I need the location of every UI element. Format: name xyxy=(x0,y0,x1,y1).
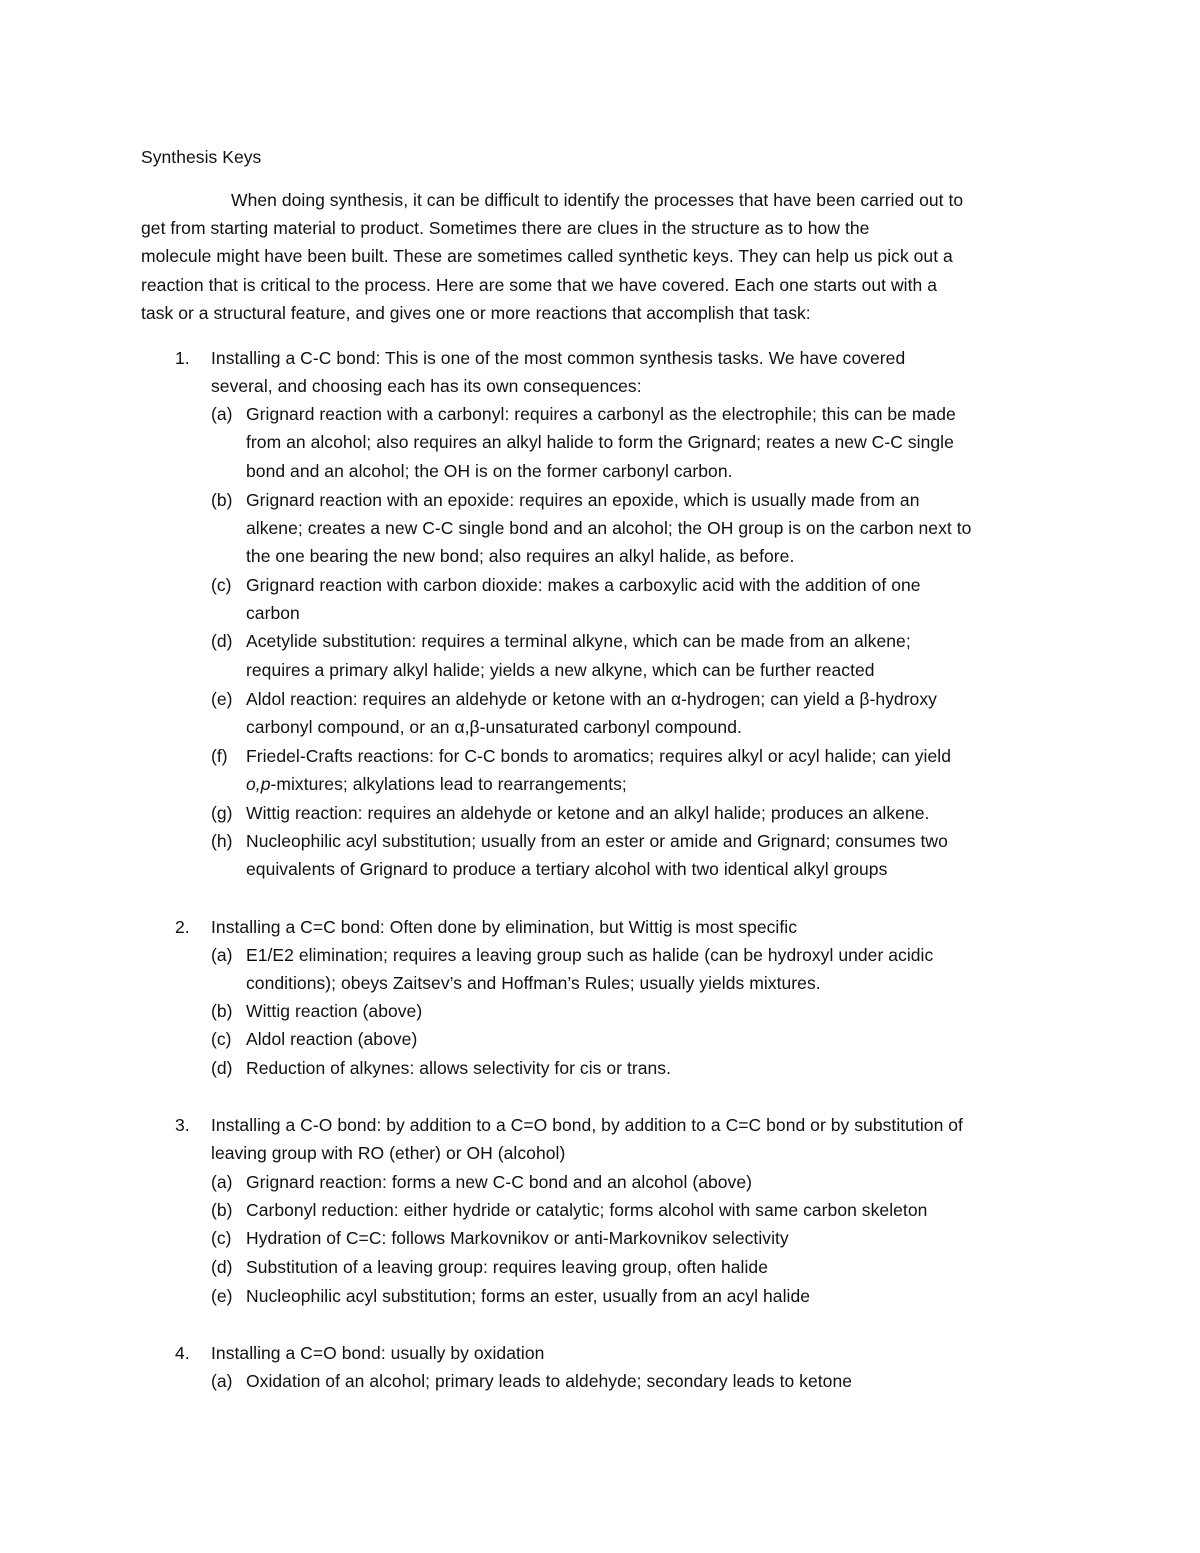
section-heading: Installing a C-O bond: by addition to a C=O bond, by addition to a C=C bond or by substitution of xyxy=(211,1115,963,1135)
item-text: Acetylide substitution: requires a terminal alkyne, which can be made from an alkene; xyxy=(246,631,911,651)
item-label: (d) xyxy=(211,1257,233,1277)
section-heading: Installing a C=C bond: Often done by elimination, but Wittig is most specific xyxy=(211,917,798,937)
intro-line: get from starting material to product. Sometimes there are clues in the structure as to how the xyxy=(141,218,870,238)
item-text: bond and an alcohol; the OH is on the former carbonyl carbon. xyxy=(246,461,733,481)
item-text: the one bearing the new bond; also requires an alkyl halide, as before. xyxy=(246,546,795,566)
section-number: 2. xyxy=(175,917,190,937)
intro-line: task or a structural feature, and gives one or more reactions that accomplish that task: xyxy=(141,303,811,323)
item-label: (b) xyxy=(211,1001,233,1021)
item-text: requires a primary alkyl halide; yields a new alkyne, which can be further reacted xyxy=(246,660,875,680)
item-text: Friedel-Crafts reactions: for C-C bonds to aromatics; requires alkyl or acyl halide; can yield xyxy=(246,746,951,766)
item-label: (b) xyxy=(211,1200,233,1220)
section-number: 3. xyxy=(175,1115,190,1135)
item-text: Nucleophilic acyl substitution; usually from an ester or amide and Grignard; consumes two xyxy=(246,831,948,851)
item-text: Wittig reaction (above) xyxy=(246,1001,423,1021)
item-text: conditions); obeys Zaitsev’s and Hoffman’s Rules; usually yields mixtures. xyxy=(246,973,821,993)
item-label: (a) xyxy=(211,404,233,424)
intro-line: molecule might have been built. These are sometimes called synthetic keys. They can help us pick out a xyxy=(141,246,953,266)
item-label: (a) xyxy=(211,1172,233,1192)
item-text: Oxidation of an alcohol; primary leads to aldehyde; secondary leads to ketone xyxy=(246,1371,853,1391)
page-title: Synthesis Keys xyxy=(141,147,262,167)
item-text: Substitution of a leaving group: requires leaving group, often halide xyxy=(246,1257,768,1277)
item-label: (e) xyxy=(211,1286,233,1306)
item-text: Reduction of alkynes: allows selectivity for cis or trans. xyxy=(246,1058,672,1078)
item-text: Grignard reaction with a carbonyl: requires a carbonyl as the electrophile; this can be made xyxy=(246,404,956,424)
item-label: (d) xyxy=(211,631,233,651)
item-text: Aldol reaction: requires an aldehyde or ketone with an α-hydrogen; can yield a β-hydroxy xyxy=(246,689,937,709)
item-label: (h) xyxy=(211,831,233,851)
item-text: Aldol reaction (above) xyxy=(246,1029,418,1049)
item-label: (g) xyxy=(211,803,233,823)
item-label: (c) xyxy=(211,1029,232,1049)
item-text: Hydration of C=C: follows Markovnikov or anti-Markovnikov selectivity xyxy=(246,1228,789,1248)
item-text: Grignard reaction with carbon dioxide: makes a carboxylic acid with the addition of one xyxy=(246,575,921,595)
item-text: Grignard reaction: forms a new C-C bond and an alcohol (above) xyxy=(246,1172,753,1192)
item-label: (b) xyxy=(211,490,233,510)
section-heading: leaving group with RO (ether) or OH (alcohol) xyxy=(211,1143,566,1163)
item-text: o,p-mixtures; alkylations lead to rearrangements; xyxy=(246,774,627,794)
item-text: from an alcohol; also requires an alkyl halide to form the Grignard; reates a new C-C single xyxy=(246,432,954,452)
item-label: (d) xyxy=(211,1058,233,1078)
intro-line: When doing synthesis, it can be difficult to identify the processes that have been carried out to xyxy=(231,190,964,210)
section-heading: several, and choosing each has its own consequences: xyxy=(211,376,642,396)
intro-line: reaction that is critical to the process. Here are some that we have covered. Each one starts out with a xyxy=(141,275,938,295)
item-label: (f) xyxy=(211,746,228,766)
section-number: 1. xyxy=(175,348,190,368)
item-text: Carbonyl reduction: either hydride or catalytic; forms alcohol with same carbon skeleton xyxy=(246,1200,928,1220)
item-label: (c) xyxy=(211,1228,232,1248)
item-text: equivalents of Grignard to produce a tertiary alcohol with two identical alkyl groups xyxy=(246,859,888,879)
item-text: E1/E2 elimination; requires a leaving group such as halide (can be hydroxyl under acidic xyxy=(246,945,934,965)
item-label: (a) xyxy=(211,1371,233,1391)
item-text: alkene; creates a new C-C single bond and an alcohol; the OH group is on the carbon next to xyxy=(246,518,972,538)
item-label: (a) xyxy=(211,945,233,965)
section-heading: Installing a C=O bond: usually by oxidation xyxy=(211,1343,545,1363)
section-heading: Installing a C-C bond: This is one of the most common synthesis tasks. We have covered xyxy=(211,348,906,368)
item-text: Wittig reaction: requires an aldehyde or ketone and an alkyl halide; produces an alkene. xyxy=(246,803,930,823)
item-text: Grignard reaction with an epoxide: requires an epoxide, which is usually made from an xyxy=(246,490,920,510)
item-label: (e) xyxy=(211,689,233,709)
section-number: 4. xyxy=(175,1343,190,1363)
item-text: carbon xyxy=(246,603,300,623)
item-label: (c) xyxy=(211,575,232,595)
item-text: carbonyl compound, or an α,β-unsaturated carbonyl compound. xyxy=(246,717,742,737)
item-text: Nucleophilic acyl substitution; forms an ester, usually from an acyl halide xyxy=(246,1286,811,1306)
